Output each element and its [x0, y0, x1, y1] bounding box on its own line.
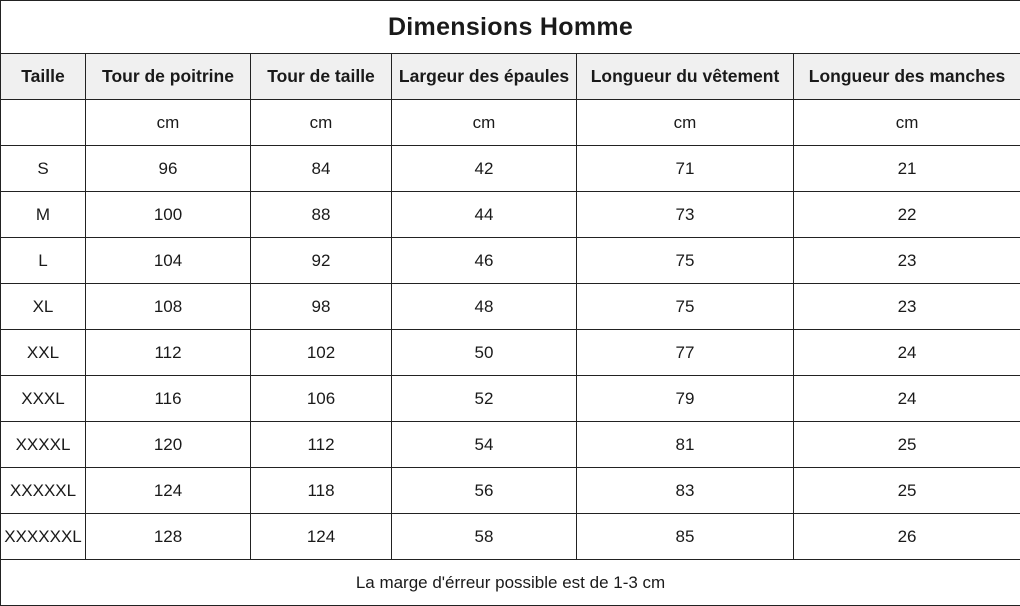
table-cell: 24	[794, 330, 1020, 376]
table-cell: 46	[392, 238, 577, 284]
table-cell: 75	[577, 284, 794, 330]
table-cell: 85	[577, 514, 794, 560]
table-cell: 56	[392, 468, 577, 514]
table-cell: 50	[392, 330, 577, 376]
column-header-chest: Tour de poitrine	[86, 54, 251, 100]
table-cell: 124	[251, 514, 392, 560]
column-header-size: Taille	[1, 54, 86, 100]
table-row	[1, 146, 1020, 192]
table-cell: 73	[577, 192, 794, 238]
table-cell: 75	[577, 238, 794, 284]
table-cell: 22	[794, 192, 1020, 238]
table-row	[1, 284, 1020, 330]
unit-cell: cm	[86, 100, 251, 146]
table-cell: 71	[577, 146, 794, 192]
table-row	[1, 376, 1020, 422]
table-row	[1, 514, 1020, 560]
table-cell: 42	[392, 146, 577, 192]
size-cell: S	[1, 146, 86, 192]
size-cell: L	[1, 238, 86, 284]
table-cell: 120	[86, 422, 251, 468]
table-cell: 79	[577, 376, 794, 422]
table-cell: 108	[86, 284, 251, 330]
column-header-shoulder-width: Largeur des épaules	[392, 54, 577, 100]
table-cell: 84	[251, 146, 392, 192]
table-row	[1, 330, 1020, 376]
table-cell: 54	[392, 422, 577, 468]
table-row	[1, 238, 1020, 284]
header-row	[1, 54, 1020, 100]
column-header-garment-length: Longueur du vêtement	[577, 54, 794, 100]
table-cell: 48	[392, 284, 577, 330]
table-cell: 124	[86, 468, 251, 514]
unit-cell	[1, 100, 86, 146]
table-cell: 24	[794, 376, 1020, 422]
unit-row	[1, 100, 1020, 146]
size-cell: XXXXXXL	[1, 514, 86, 560]
size-cell: XXXXXL	[1, 468, 86, 514]
table-cell: 58	[392, 514, 577, 560]
error-margin-note: La marge d'érreur possible est de 1-3 cm	[1, 560, 1020, 606]
table-row	[1, 468, 1020, 514]
table-cell: 116	[86, 376, 251, 422]
table-cell: 106	[251, 376, 392, 422]
table-cell: 44	[392, 192, 577, 238]
column-header-waist: Tour de taille	[251, 54, 392, 100]
chart-title: Dimensions Homme	[1, 1, 1020, 54]
table-cell: 88	[251, 192, 392, 238]
table-cell: 98	[251, 284, 392, 330]
table-cell: 83	[577, 468, 794, 514]
table-row	[1, 422, 1020, 468]
size-cell: XXXXL	[1, 422, 86, 468]
table-cell: 112	[86, 330, 251, 376]
table-cell: 100	[86, 192, 251, 238]
table-cell: 81	[577, 422, 794, 468]
table-cell: 92	[251, 238, 392, 284]
table-row	[1, 192, 1020, 238]
table-cell: 102	[251, 330, 392, 376]
column-header-sleeve-length: Longueur des manches	[794, 54, 1020, 100]
table-cell: 104	[86, 238, 251, 284]
table-cell: 21	[794, 146, 1020, 192]
table-cell: 25	[794, 468, 1020, 514]
size-cell: XXXL	[1, 376, 86, 422]
table-cell: 26	[794, 514, 1020, 560]
table-cell: 77	[577, 330, 794, 376]
table-cell: 23	[794, 284, 1020, 330]
size-cell: XL	[1, 284, 86, 330]
unit-cell: cm	[577, 100, 794, 146]
table-cell: 128	[86, 514, 251, 560]
table-cell: 112	[251, 422, 392, 468]
table-cell: 23	[794, 238, 1020, 284]
size-cell: M	[1, 192, 86, 238]
table-cell: 25	[794, 422, 1020, 468]
table-cell: 96	[86, 146, 251, 192]
table-cell: 118	[251, 468, 392, 514]
unit-cell: cm	[392, 100, 577, 146]
unit-cell: cm	[794, 100, 1020, 146]
unit-cell: cm	[251, 100, 392, 146]
table-cell: 52	[392, 376, 577, 422]
size-cell: XXL	[1, 330, 86, 376]
